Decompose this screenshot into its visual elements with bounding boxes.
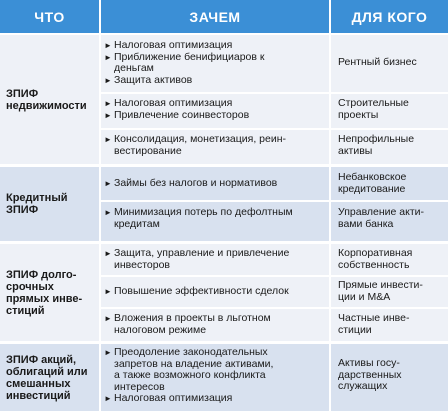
- audience-cell: Корпоративная собственность: [338, 247, 413, 271]
- purpose-list: [104, 98, 328, 121]
- audience-cell: Небанковское кредитование: [338, 171, 407, 195]
- column-divider: [329, 167, 331, 241]
- audience-cell: Управление акти- вами банка: [338, 206, 425, 230]
- arrow-right-icon: ►: [104, 348, 112, 357]
- purpose-item: ► Вложения в проекты в льготном налоговом режиме: [104, 312, 271, 336]
- arrow-right-icon: ►: [104, 394, 112, 403]
- column-divider: [99, 35, 101, 164]
- header-who: ДЛЯ КОГО: [331, 0, 448, 33]
- row-divider: [101, 307, 448, 309]
- purpose-list: [104, 313, 328, 336]
- audience-cell: Рентный бизнес: [338, 56, 417, 68]
- arrow-right-icon: ►: [104, 314, 112, 323]
- purpose-item: ► Налоговая оптимизация: [104, 392, 233, 404]
- purpose-list: [104, 347, 328, 405]
- purpose-list: [104, 178, 328, 190]
- arrow-right-icon: ►: [104, 75, 112, 85]
- audience-cell: Непрофильные активы: [338, 133, 415, 157]
- section-securities: [0, 344, 448, 411]
- purpose-item: ► Защита, управление и привлечение инвесторов: [104, 247, 290, 271]
- arrow-right-icon: ►: [104, 179, 112, 188]
- purpose-item: ► Налоговая оптимизация: [104, 39, 233, 51]
- column-divider: [329, 35, 331, 164]
- column-divider: [99, 244, 101, 341]
- purpose-list: [104, 207, 328, 230]
- audience-cell: Активы госу- дарственных служащих: [338, 357, 402, 392]
- row-divider: [101, 128, 448, 130]
- arrow-right-icon: ►: [104, 135, 112, 144]
- column-divider: [99, 344, 101, 411]
- section-real-estate: [0, 35, 448, 164]
- arrow-right-icon: ►: [104, 208, 112, 217]
- row-divider: [101, 275, 448, 277]
- column-divider: [329, 244, 331, 341]
- purpose-item: ► Налоговая оптимизация: [104, 97, 233, 109]
- header-why: ЗАЧЕМ: [101, 0, 329, 33]
- purpose-item: ► Консолидация, монетизация, реин- вестирование: [104, 133, 287, 157]
- arrow-right-icon: ►: [104, 41, 112, 50]
- arrow-right-icon: ►: [104, 110, 112, 120]
- purpose-item: ► Повышение эффективности сделок: [104, 285, 289, 297]
- row-divider: [101, 92, 448, 94]
- audience-cell: Частные инве- стиции: [338, 312, 410, 336]
- arrow-right-icon: ►: [104, 249, 112, 258]
- row-divider: [101, 200, 448, 202]
- purpose-list: [104, 134, 328, 157]
- purpose-item: ► Преодоление законодательных запретов на владение активами, а также возможного конфликта интересов: [104, 346, 274, 393]
- arrow-right-icon: ►: [104, 99, 112, 108]
- purpose-item: ► Займы без налогов и нормативов: [104, 177, 278, 189]
- section-private-equity: [0, 244, 448, 341]
- purpose-item: ► Защита активов: [104, 73, 193, 86]
- section-credit: [0, 167, 448, 241]
- header-what: ЧТО: [0, 0, 99, 33]
- purpose-list: [104, 40, 328, 86]
- fund-type-label: ЗПИФ акций, облигаций или смешанных инвестиций: [6, 353, 88, 402]
- arrow-right-icon: ►: [104, 52, 112, 62]
- fund-type-label: ЗПИФ долго- срочных прямых инве- стиций: [6, 268, 83, 317]
- fund-type-label: Кредитный ЗПИФ: [6, 192, 68, 216]
- arrow-right-icon: ►: [104, 287, 112, 296]
- fund-type-label: ЗПИФ недвижимости: [6, 87, 87, 112]
- audience-cell: Строительные проекты: [338, 97, 409, 121]
- purpose-list: [104, 248, 328, 271]
- purpose-item: ► Привлечение соинвесторов: [104, 108, 250, 121]
- purpose-item: ► Минимизация потерь по дефолтным кредитам: [104, 206, 293, 230]
- audience-cell: Прямые инвести- ции и M&A: [338, 279, 423, 303]
- column-divider: [329, 344, 331, 411]
- purpose-item: ► Приближение бенифициаров к деньгам: [104, 50, 265, 74]
- purpose-list: [104, 286, 328, 298]
- column-divider: [99, 167, 101, 241]
